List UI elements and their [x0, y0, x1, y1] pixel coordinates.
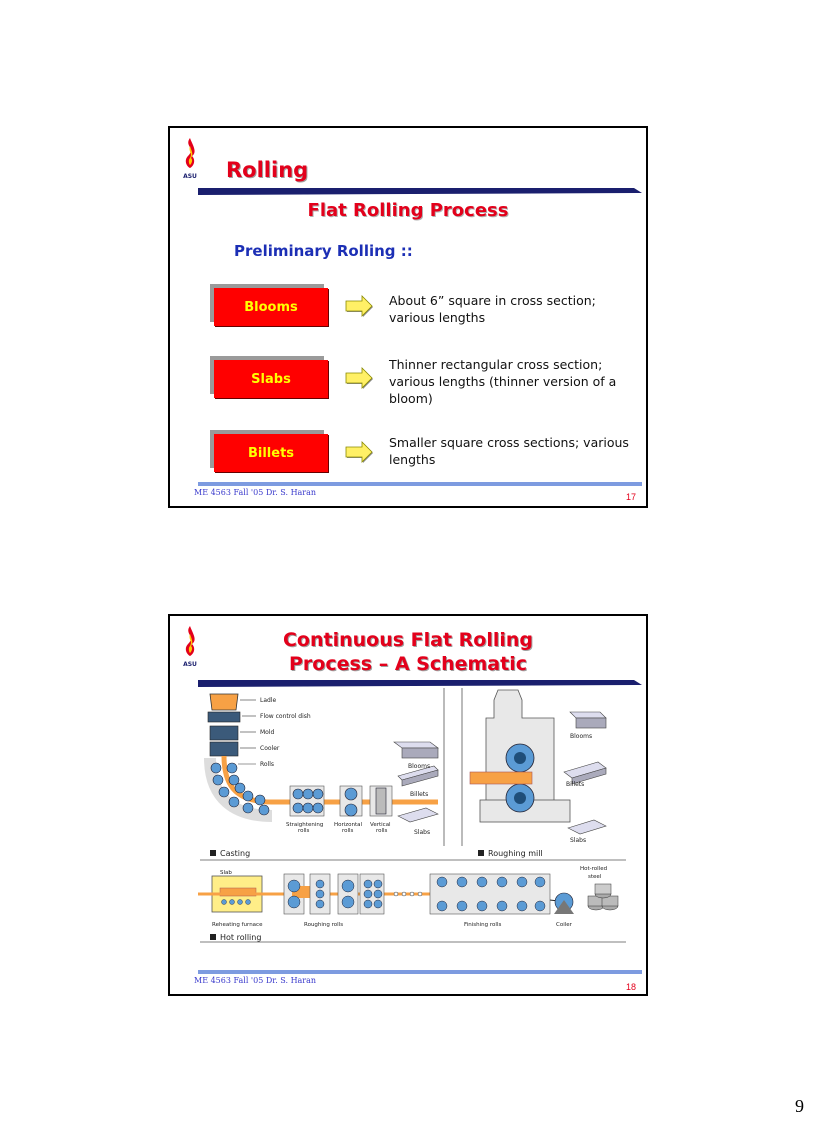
- slide-17: [168, 126, 648, 508]
- section-heading: Preliminary Rolling ::: [234, 242, 413, 260]
- blooms-box: [214, 288, 328, 326]
- label-rolls: Rolls: [260, 761, 275, 768]
- title-bar: [198, 186, 642, 196]
- slide-page-number: 18: [625, 982, 636, 992]
- label-straightening-rolls: rolls: [298, 828, 310, 834]
- slide-footer: ME 4563 Fall '05 Dr. S. Haran: [194, 976, 317, 985]
- title-line-1: Continuous Flat Rolling: [282, 629, 534, 651]
- label-flow-control-dish: Flow control dish: [260, 713, 311, 720]
- section-hot-rolling-label: Hot rolling: [220, 933, 262, 942]
- asu-flame-logo-icon: [178, 136, 202, 180]
- section-casting-label: Casting: [220, 849, 251, 858]
- slide-subtitle: Flat Rolling Process: [307, 200, 509, 221]
- label-vertical-rolls: rolls: [376, 828, 388, 834]
- label-straightening: Straightening: [286, 822, 324, 828]
- label-roughing-rolls: Roughing rolls: [304, 922, 344, 928]
- footer-line: [198, 970, 642, 974]
- label-mold: Mold: [260, 729, 275, 736]
- billets-label: Billets: [214, 434, 328, 472]
- label-slabs: Slabs: [414, 829, 431, 836]
- label-horizontal-rolls: rolls: [342, 828, 354, 834]
- billets-description: Smaller square cross sections; various lengths: [389, 435, 629, 467]
- label-billets: Billets: [410, 791, 429, 798]
- label-horizontal: Horizontal: [334, 822, 363, 828]
- arrow-right-icon: [344, 294, 374, 318]
- label-steel: steel: [588, 874, 602, 880]
- label-mill-blooms: Blooms: [570, 733, 593, 740]
- label-hot-rolled: Hot-rolled: [580, 866, 608, 872]
- slabs-box: [214, 360, 328, 398]
- slide-footer: ME 4563 Fall '05 Dr. S. Haran: [194, 488, 317, 497]
- section-roughing-label: Roughing mill: [488, 849, 543, 858]
- slide-title: Rolling: [226, 158, 309, 182]
- label-blooms: Blooms: [408, 763, 431, 770]
- slabs-label: Slabs: [214, 360, 328, 398]
- arrow-right-icon: [344, 366, 374, 390]
- title-bar: [198, 678, 642, 688]
- billets-box: [214, 434, 328, 472]
- label-vertical: Vertical: [370, 822, 391, 828]
- blooms-label: Blooms: [214, 288, 328, 326]
- label-ladle: Ladle: [260, 697, 277, 704]
- blooms-description: About 6” square in cross section; various lengths: [389, 293, 596, 325]
- rolling-schematic-diagram: [198, 688, 626, 950]
- slide-title: [170, 628, 646, 676]
- label-mill-billets: Billets: [566, 781, 585, 788]
- logo-text: ASU: [183, 661, 197, 668]
- footer-line: [198, 482, 642, 486]
- label-cooler: Cooler: [260, 745, 280, 752]
- page-number: 9: [795, 1096, 804, 1116]
- title-line-2: Process – A Schematic: [288, 653, 527, 675]
- slide-page-number: 17: [625, 492, 636, 502]
- slide-18: [168, 614, 648, 996]
- arrow-right-icon: [344, 440, 374, 464]
- label-slab: Slab: [220, 870, 232, 876]
- label-reheating-furnace: Reheating furnace: [212, 922, 263, 928]
- label-coiler: Coiler: [556, 922, 572, 928]
- slabs-description: Thinner rectangular cross section; various lengths (thinner version of a bloom): [389, 357, 617, 406]
- label-finishing-rolls: Finishing rolls: [464, 922, 502, 928]
- label-mill-slabs: Slabs: [570, 837, 587, 844]
- logo-text: ASU: [183, 173, 197, 180]
